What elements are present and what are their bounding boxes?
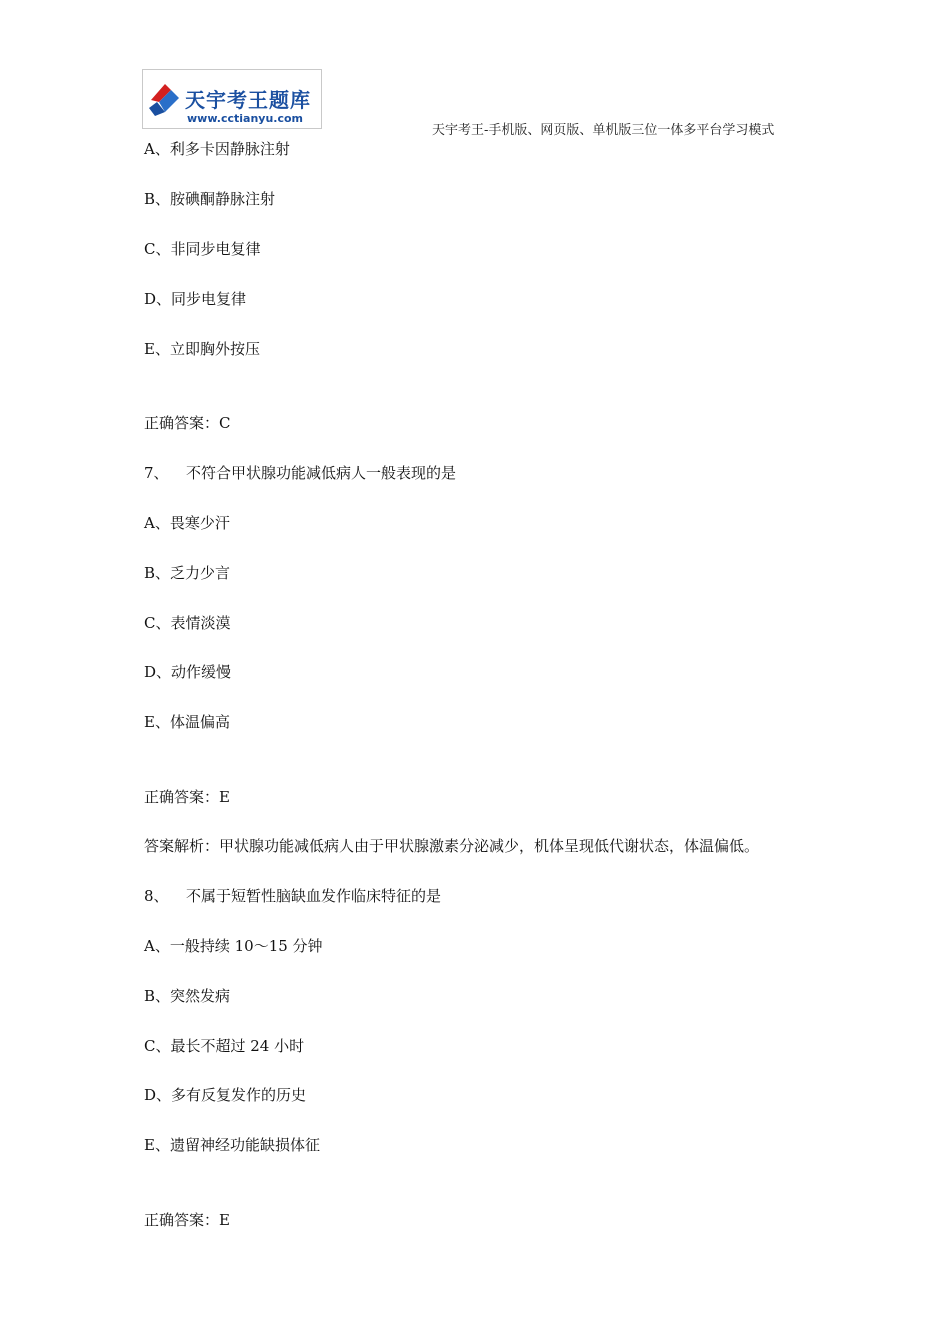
logo-url: www.cctianyu.com	[187, 112, 304, 125]
q7-option-e: E、体温偏高	[144, 713, 230, 731]
q7-option-d: D、动作缓慢	[144, 663, 232, 681]
q7-option-a: A、畏寒少汗	[144, 514, 230, 532]
q8-option-e: E、遗留神经功能缺损体征	[144, 1136, 320, 1154]
q6-option-a: A、利多卡因静脉注射	[144, 140, 290, 158]
logo-name: 天宇考王题库	[185, 88, 311, 112]
q6-answer: 正确答案：C	[144, 414, 231, 432]
q6-option-e: E、立即胸外按压	[144, 340, 260, 358]
q7-stem-text: 不符合甲状腺功能减低病人一般表现的是	[186, 464, 457, 482]
q8-stem-text: 不属于短暂性脑缺血发作临床特征的是	[186, 887, 442, 905]
q8-option-c: C、最长不超过 24 小时	[144, 1037, 305, 1055]
q7-answer: 正确答案：E	[144, 788, 230, 806]
q8-option-a: A、一般持续 10～15 分钟	[144, 937, 323, 955]
site-logo[interactable]	[142, 69, 322, 129]
q6-option-c: C、非同步电复律	[144, 240, 261, 258]
q7-number: 7、	[144, 464, 169, 482]
q8-stem	[144, 886, 441, 906]
q7-stem	[144, 463, 456, 483]
q6-option-d: D、同步电复律	[144, 290, 247, 308]
q6-option-b: B、胺碘酮静脉注射	[144, 190, 276, 208]
header-tagline: 天宇考王-手机版、网页版、单机版三位一体多平台学习模式	[432, 123, 775, 138]
q8-answer: 正确答案：E	[144, 1211, 230, 1229]
q7-option-c: C、表情淡漠	[144, 614, 231, 632]
q8-option-d: D、多有反复发作的历史	[144, 1086, 307, 1104]
q7-explanation: 答案解析：甲状腺功能减低病人由于甲状腺激素分泌减少，机体呈现低代谢状态，体温偏低。	[144, 837, 760, 855]
q8-option-b: B、突然发病	[144, 987, 231, 1005]
q8-number: 8、	[144, 887, 169, 905]
q7-option-b: B、乏力少言	[144, 564, 231, 582]
logo-mark-icon	[145, 78, 185, 120]
